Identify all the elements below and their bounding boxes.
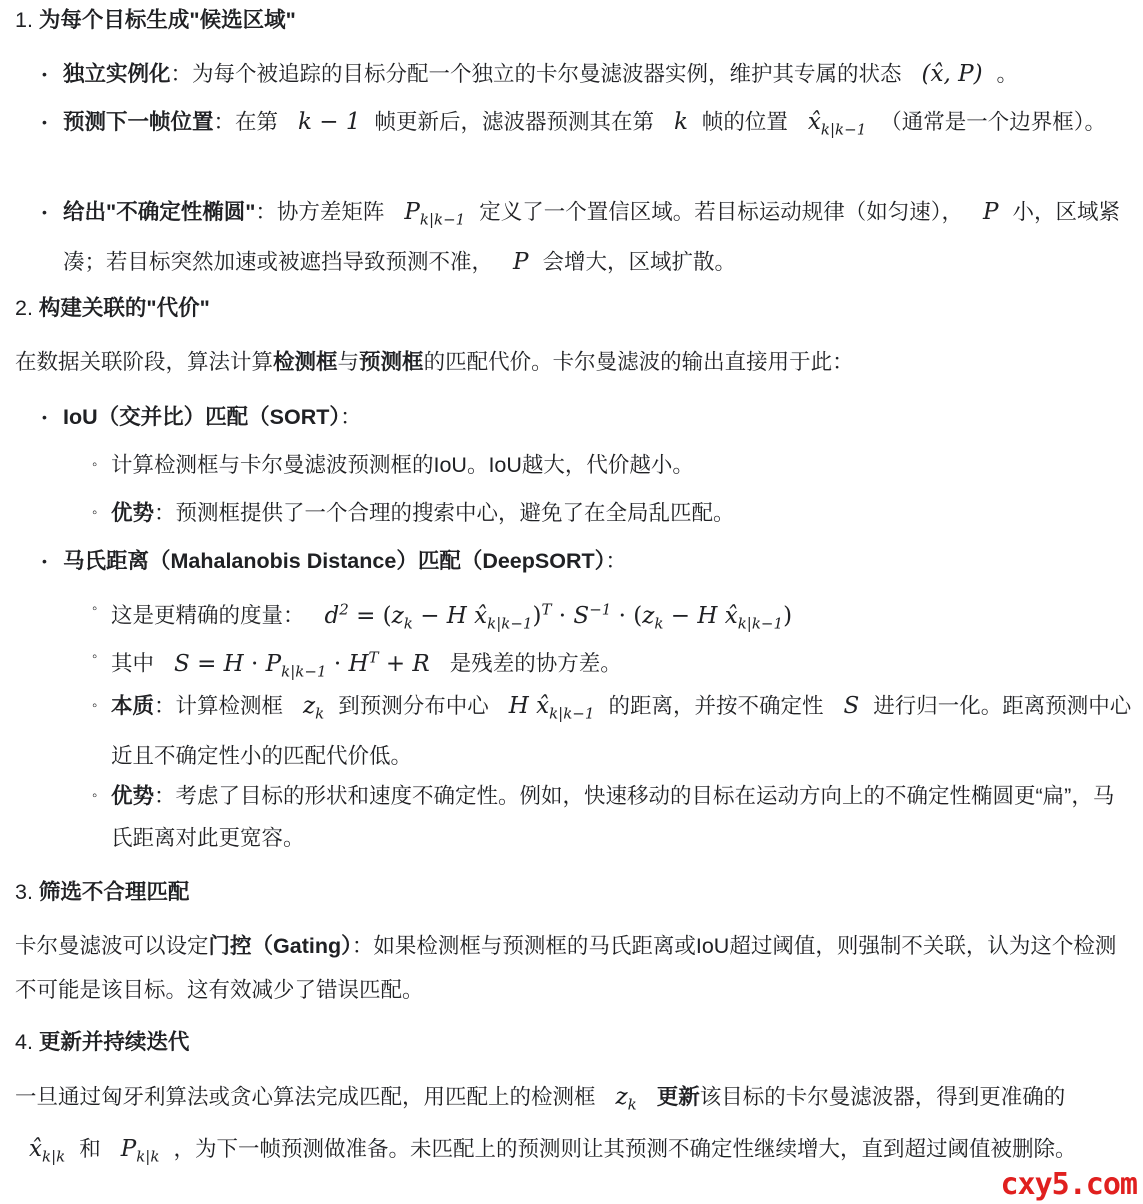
item-text: ：协方差矩阵 [255,200,385,224]
circle-bullet-icon: ◦ [92,600,98,617]
item-text: 是残差的协方差。 [449,651,622,676]
text: 和 [79,1136,101,1161]
item-text: 计算检测框与卡尔曼滤波预测框的IoU。IoU越大，代价越小。 [111,453,694,477]
colon: ： [340,405,362,429]
paragraph [15,924,1131,1012]
section-number: 3. [15,880,33,904]
math-subscript: k [315,704,325,723]
item-title: 马氏距离（Mahalanobis Distance）匹配（DeepSORT） [63,549,606,573]
item-text: ：考虑了目标的形状和速度不确定性。例如，快速移动的目标在运动方向上的不确定性椭圆更“扁”，马氏距离对此更宽容。 [111,784,1115,850]
section-number: 4. [15,1030,33,1054]
math-subscript: k|k−1 [820,120,867,139]
list-item-mahalanobis [42,540,1133,582]
math-inline [107,1135,174,1166]
circle-bullet-icon: ◦ [92,504,98,521]
item-title: IoU（交并比）匹配（SORT） [63,405,341,429]
item-title: 预测下一帧位置 [63,110,214,134]
item-title: 独立实例化 [63,62,171,86]
section-number: 1. [15,8,33,32]
item-text: 的距离，并按不确定性 [608,694,824,718]
item-text: ：为每个被追踪的目标分配一个独立的卡尔曼滤波器实例，维护其专属的状态 [170,62,902,86]
watermark-logo: cxy5.com [1000,1167,1137,1202]
math-inline [794,109,880,139]
math-symbol: H x̂ [508,693,550,719]
list-item-iou [42,396,1133,438]
math-inline: P [982,199,999,225]
covariance-formula: $S = H \cdot P_{k|k-1} \cdot H^T + R$ [174,648,430,681]
math-symbol: P [404,199,420,225]
section-4-heading [15,1027,189,1057]
math-subscript: k|k−1 [419,210,466,229]
section-2-heading [15,293,210,323]
text: 该目标的卡尔曼滤波器，得到更准确的 [699,1085,1066,1109]
item-text: 到预测分布中心 [338,694,489,718]
sub-list-item [92,636,1133,692]
item-text: 帧更新后，滤波器预测其在第 [374,110,654,134]
mahalanobis-formula: $d^2 = (z_k - H$ $x̂_{k|k-1})^T \cdot S^{-1} \cdot (z_k - H$ $x̂_{k|k-1}$) [324,600,793,633]
item-title: 本质 [111,694,155,718]
sub-list-item [92,492,1133,534]
math-inline [602,1084,651,1114]
math-inline [289,693,338,723]
circle-bullet-icon: ◦ [92,697,98,714]
sub-list-item [92,775,1133,859]
section-title: 为每个目标生成"候选区域" [38,8,296,32]
section-number: 2. [15,296,33,320]
bold-text: 检测框 [273,350,338,374]
item-text: 进行归一化。距离预测中心近且不确定性小的匹配代价低。 [111,694,1132,768]
math-inline [15,1135,79,1166]
text: 与 [337,350,360,374]
bold-text: 预测框 [359,350,424,374]
item-text: 定义了一个置信区域。若目标运动规律（如匀速）， [479,200,963,224]
math-inline [495,693,609,723]
text: 一旦通过匈牙利算法或贪心算法完成匹配，用匹配上的检测框 [15,1085,596,1109]
math-symbol: z [615,1084,628,1110]
bullet-icon: • [42,204,47,220]
math-inline: k [673,109,688,135]
item-title: 优势 [111,501,155,525]
list-item [42,53,1133,95]
math-symbol: x̂ [807,109,821,135]
item-text: 其中 [111,651,155,676]
bold-text: 门控（Gating） [208,934,352,958]
paragraph [15,340,1131,384]
sub-list-item [92,685,1133,777]
list-item [42,191,1133,283]
sub-list-item [92,444,1133,486]
math-symbol: x̂ [29,1135,42,1162]
math-subscript: k|k [41,1147,66,1166]
section-1-heading [15,5,296,35]
item-title: 给出"不确定性椭圆" [63,200,256,224]
section-title: 构建关联的"代价" [38,296,210,320]
item-text: ：预测框提供了一个合理的搜索中心，避免了在全局乱匹配。 [154,501,735,525]
math-subscript: k [627,1095,637,1114]
bullet-icon: • [42,553,47,569]
math-inline: P [513,248,529,275]
text: ，为下一帧预测做准备。未匹配上的预测则让其预测不确定性继续增大，直到超过阈值被删除。 [173,1136,1077,1161]
text: 在数据关联阶段，算法计算 [15,350,274,374]
section-3-heading [15,877,189,907]
colon: ： [605,549,627,573]
item-text: 这是更精确的度量： [111,603,305,628]
math-inline: S [843,693,860,719]
text: ：如果检测框与预测框的马氏距离或IoU超过阈值，则强制不关联，认为这个检测不可能是该目标。这有效减少了错误匹配。 [15,934,1117,1002]
circle-bullet-icon: ◦ [92,456,98,473]
math-symbol: z [303,693,316,719]
math-state: (x̂, P) [921,61,983,87]
item-tail: 。 [996,62,1019,86]
bold-text: 更新 [656,1085,700,1109]
bullet-icon: • [42,409,47,425]
math-symbol: P [120,1135,137,1162]
circle-bullet-icon: ◦ [92,787,98,804]
math-inline: k − 1 [298,109,361,135]
item-title: 优势 [111,784,155,808]
paragraph [15,1075,1131,1178]
item-tail: 会增大，区域扩散。 [542,249,736,274]
item-text: 帧的位置 [701,110,788,134]
item-text: 小，区域紧凑；若目标突然加速或被遮挡导致预测不准， [63,200,1120,274]
section-title: 更新并持续迭代 [38,1030,190,1054]
circle-bullet-icon: ◦ [92,648,98,665]
list-item [42,101,1133,151]
bullet-icon: • [42,66,47,82]
bullet-icon: • [42,114,47,130]
math-subscript: k|k−1 [549,704,595,723]
math-inline [390,199,479,229]
text: 卡尔曼滤波可以设定 [15,934,209,958]
item-text: ：计算检测框 [154,694,284,718]
item-text: ：在第 [213,110,279,134]
section-title: 筛选不合理匹配 [38,880,190,904]
math-subscript: k|k [136,1147,160,1166]
text: 的匹配代价。卡尔曼滤波的输出直接用于此： [423,350,854,374]
item-tail: （通常是一个边界框）。 [880,110,1107,134]
